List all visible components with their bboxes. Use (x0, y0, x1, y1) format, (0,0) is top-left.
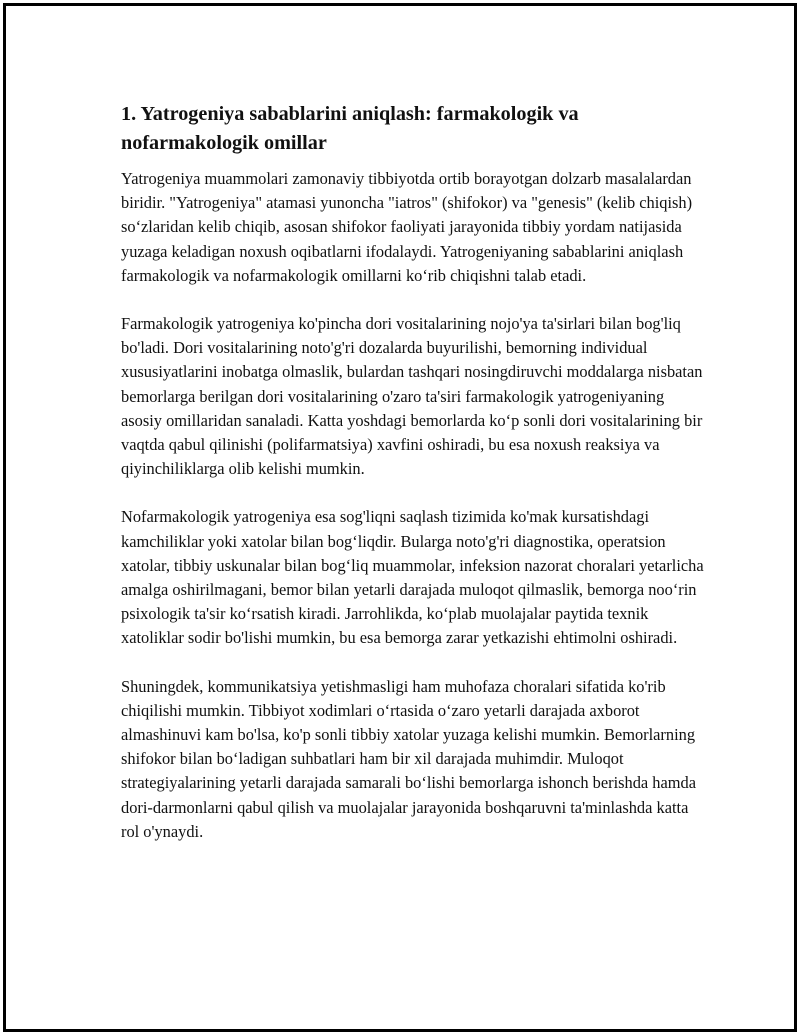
paragraph-communication: Shuningdek, kommunikatsiya yetishmasligi ham muhofaza choralari sifatida ko'rib chiqilishi mumkin. Tibbiyot xodimlari o‘rtasida o‘zaro yetarli darajada axborot almashinuvi kam bo'lsa, ko'p sonli tibbiy xatolar yuzaga kelishi mumkin. Bemorlarning shifokor bilan bo‘ladigan suhbatlari ham bir xil darajada muhimdir. Muloqot strategiyalarining yetarli darajada samarali bo‘lishi bemorlarga ishonch berishda hamda dori-darmonlarni qabul qilish va muolajalar jarayonida boshqaruvni ta'minlashda katta rol o'ynaydi. (121, 676, 696, 841)
paragraph-pharmacological: Farmakologik yatrogeniya ko'pincha dori vositalarining nojo'ya ta'sirlari bilan bog'liq bo'ladi. Dori vositalarining noto'g'ri dozalarda buyurilishi, bemorning individual xususiyatlarini inobatga olmaslik, bulardan tashqari nosingdiruvchi moddalarga nisbatan bemorlarga berilgan dori vositalarining o'zaro ta'siri farmakologik yatrogeniyaning asosiy omillaridan sanaladi. Katta yoshdagi bemorlarda ko‘p sonli dori vositalarining bir vaqtda qabul qilinishi (polifarmatsiya) xavfini oshiradi, bu esa noxush reaksiya va qiyinchiliklarga olib kelishi mumkin. (121, 314, 703, 479)
section-heading: 1. Yatrogeniya sabablarini aniqlash: farmakologik va nofarmakologik omillar (121, 103, 579, 154)
page-frame (3, 3, 797, 1032)
paragraph-introduction: Yatrogeniya muammolari zamonaviy tibbiyotda ortib borayotgan dolzarb masalalardan biridir. "Yatrogeniya" atamasi yunoncha "iatros" (shifokor) va "genesis" (kelib chiqish) so‘zlaridan kelib chiqib, asosan shifokor faoliyati jarayonida tibbiy yordam natijasida yuzaga keladigan noxush oqibatlarni ifodalaydi. Yatrogeniyaning sabablarini aniqlash farmakologik va nofarmakologik omillarni ko‘rib chiqishni talab etadi. (121, 169, 693, 285)
document-body (121, 100, 706, 844)
paragraph-nonpharmacological: Nofarmakologik yatrogeniya esa sog'liqni saqlash tizimida ko'mak kursatishdagi kamchiliklar yoki xatolar bilan bog‘liqdir. Bularga noto'g'ri diagnostika, operatsion xatolar, tibbiy uskunalar bilan bog‘liq muammolar, infeksion nazorat choralari yetarlicha amalga oshirilmagani, bemor bilan yetarli darajada muloqot qilmaslik, bemorga noo‘rin psixologik ta'sir ko‘rsatish kiradi. Jarrohlikda, ko‘plab muolajalar paytida texnik xatoliklar sodir bo'lishi mumkin, bu esa bemorga zarar yetkazishi ehtimolni oshiradi. (121, 507, 704, 648)
